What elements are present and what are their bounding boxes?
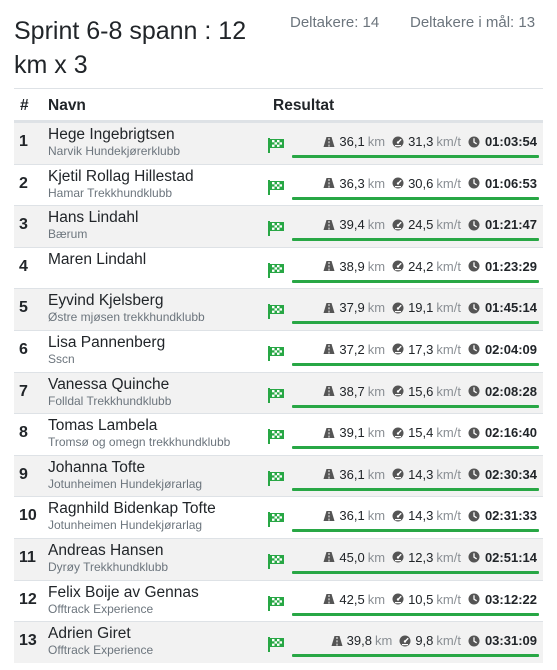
club-name: Dyrøy Trekkhundklubb <box>48 559 169 574</box>
speed-value: 31,3 <box>408 134 434 149</box>
result-stats <box>323 134 537 149</box>
speedometer-icon <box>392 136 404 148</box>
rank: 13 <box>19 632 37 650</box>
speedometer-icon <box>392 385 404 397</box>
finish-time: 02:16:40 <box>484 425 537 441</box>
rank: 9 <box>19 465 28 483</box>
distance-value: 36,1 <box>339 466 365 482</box>
distance-unit: km <box>367 549 386 565</box>
finish-time: 01:45:14 <box>484 300 537 316</box>
road-icon <box>323 343 335 355</box>
distance-value: 39,1 <box>339 425 365 441</box>
clock-icon <box>468 510 480 522</box>
table-row[interactable] <box>14 164 543 206</box>
column-header-result[interactable]: Resultat <box>273 97 335 114</box>
distance-value: 39,4 <box>339 217 365 233</box>
distance-unit: km <box>367 508 386 524</box>
distance-value: 36,3 <box>339 175 365 191</box>
speed-value: 24,5 <box>408 217 434 233</box>
table-row[interactable] <box>14 413 543 455</box>
result-stats <box>323 300 537 315</box>
result-stats <box>323 384 537 399</box>
progress-bar <box>292 529 539 532</box>
column-header-rank[interactable]: # <box>20 97 29 114</box>
finish-time: 01:03:54 <box>484 134 537 149</box>
table-row[interactable] <box>14 580 543 622</box>
road-icon <box>323 177 335 189</box>
speedometer-icon <box>392 593 404 605</box>
finish-flag-icon <box>268 221 284 236</box>
road-icon <box>323 593 335 605</box>
finish-flag-icon <box>268 180 284 195</box>
speed-value: 10,5 <box>408 591 434 607</box>
distance-value: 36,1 <box>339 508 365 524</box>
clock-icon <box>468 260 480 272</box>
finish-time: 03:12:22 <box>484 591 537 607</box>
speedometer-icon <box>392 177 404 189</box>
participant-name[interactable]: Maren Lindahl <box>48 250 147 268</box>
finish-time: 02:30:34 <box>484 466 537 482</box>
distance-value: 45,0 <box>339 549 365 565</box>
result-stats <box>331 633 537 648</box>
distance-value: 37,9 <box>339 300 365 316</box>
progress-bar <box>292 155 539 158</box>
participant-name[interactable]: Johanna Tofte <box>48 458 146 476</box>
speed-value: 19,1 <box>408 300 434 316</box>
finish-flag-icon <box>268 637 284 652</box>
progress-bar <box>292 613 539 616</box>
club-name: Narvik Hundekjørerklubb <box>48 144 181 158</box>
speedometer-icon <box>392 219 404 231</box>
clock-icon <box>468 219 480 231</box>
speed-unit: km/t <box>436 341 461 357</box>
distance-unit: km <box>367 300 386 316</box>
finish-flag-icon <box>268 263 284 278</box>
finish-time: 02:31:33 <box>484 508 537 524</box>
table-row[interactable] <box>14 621 543 663</box>
rank: 12 <box>19 590 37 608</box>
club-name: Folldal Trekkhundklubb <box>48 393 172 408</box>
result-stats <box>323 176 537 191</box>
club-name: Sscn <box>48 351 75 366</box>
progress-bar <box>292 280 539 283</box>
finished-count: Deltakere i mål: 13 <box>410 14 536 31</box>
club-name: Bærum <box>48 227 88 242</box>
club-name: Hamar Trekkhundklubb <box>48 185 173 200</box>
distance-unit: km <box>367 341 386 357</box>
speed-unit: km/t <box>436 383 461 399</box>
participant-name[interactable]: Andreas Hansen <box>48 541 164 559</box>
speed-unit: km/t <box>436 175 461 191</box>
result-stats <box>323 342 537 357</box>
participant-name[interactable]: Kjetil Rollag Hillestad <box>48 167 194 185</box>
result-stats <box>323 467 537 482</box>
table-row[interactable] <box>14 122 543 164</box>
table-header <box>14 88 543 122</box>
speedometer-icon <box>392 551 404 563</box>
rank: 7 <box>19 382 28 400</box>
distance-value: 39,8 <box>346 633 372 649</box>
distance-value: 42,5 <box>339 591 365 607</box>
participant-name[interactable]: Lisa Pannenberg <box>48 333 166 351</box>
club-name: Tromsø og omegn trekkhundklubb <box>48 435 231 450</box>
distance-unit: km <box>367 134 386 149</box>
road-icon <box>323 136 335 148</box>
club-name: Offtrack Experience <box>48 643 154 658</box>
speed-value: 15,6 <box>408 383 434 399</box>
table-row[interactable] <box>14 372 543 414</box>
speed-unit: km/t <box>436 258 461 274</box>
club-name: Offtrack Experience <box>48 601 154 616</box>
distance-value: 37,2 <box>339 341 365 357</box>
speed-value: 15,4 <box>408 425 434 441</box>
speed-unit: km/t <box>436 591 461 607</box>
speed-unit: km/t <box>436 217 461 233</box>
progress-bar <box>292 488 539 491</box>
rank: 5 <box>19 299 28 317</box>
road-icon <box>331 635 343 647</box>
participant-name[interactable]: Hege Ingebrigtsen <box>48 126 175 143</box>
speed-value: 17,3 <box>408 341 434 357</box>
speed-unit: km/t <box>436 466 461 482</box>
clock-icon <box>468 136 480 148</box>
finish-time: 02:08:28 <box>484 383 537 399</box>
result-stats <box>323 592 537 607</box>
progress-bar <box>292 197 539 200</box>
speed-value: 30,6 <box>408 175 434 191</box>
progress-bar <box>292 446 539 449</box>
distance-unit: km <box>367 258 386 274</box>
rank: 3 <box>19 216 28 234</box>
speedometer-icon <box>392 343 404 355</box>
speedometer-icon <box>392 510 404 522</box>
speedometer-icon <box>392 302 404 314</box>
finish-flag-icon <box>268 304 284 319</box>
road-icon <box>323 468 335 480</box>
results-table <box>14 88 543 663</box>
finish-time: 03:31:09 <box>484 633 537 649</box>
progress-bar <box>292 238 539 241</box>
finish-flag-icon <box>268 554 284 569</box>
result-stats <box>323 550 537 565</box>
clock-icon <box>468 343 480 355</box>
finish-flag-icon <box>268 346 284 361</box>
table-row[interactable] <box>14 455 543 497</box>
result-stats <box>323 217 537 232</box>
participant-name[interactable]: Eyvind Kjelsberg <box>48 292 164 310</box>
participant-name[interactable]: Adrien Giret <box>48 625 131 643</box>
distance-value: 36,1 <box>339 134 365 149</box>
clock-icon <box>468 177 480 189</box>
speed-unit: km/t <box>436 425 461 441</box>
distance-unit: km <box>367 217 386 233</box>
clock-icon <box>468 551 480 563</box>
table-body <box>14 122 543 663</box>
clock-icon <box>468 468 480 480</box>
rank: 10 <box>19 507 37 525</box>
finish-time: 01:21:47 <box>484 217 537 233</box>
speedometer-icon <box>399 635 411 647</box>
road-icon <box>323 302 335 314</box>
finish-flag-icon <box>268 429 284 444</box>
road-icon <box>323 510 335 522</box>
club-name: Jotunheimen Hundekjørarlag <box>48 476 203 491</box>
speed-unit: km/t <box>436 549 461 565</box>
table-row[interactable] <box>14 247 543 289</box>
finish-flag-icon <box>268 138 284 153</box>
finish-time: 01:23:29 <box>484 258 537 274</box>
progress-bar <box>292 571 539 574</box>
rank: 6 <box>19 340 28 358</box>
speed-unit: km/t <box>436 300 461 316</box>
progress-bar <box>292 363 539 366</box>
finish-time: 02:51:14 <box>484 549 537 565</box>
speed-value: 14,3 <box>408 466 434 482</box>
speed-value: 14,3 <box>408 508 434 524</box>
table-row[interactable] <box>14 538 543 580</box>
finish-flag-icon <box>268 471 284 486</box>
distance-value: 38,7 <box>339 383 365 399</box>
distance-unit: km <box>367 591 386 607</box>
road-icon <box>323 551 335 563</box>
club-name: Østre mjøsen trekkhundklubb <box>48 310 205 325</box>
speedometer-icon <box>392 427 404 439</box>
page-header <box>0 0 557 88</box>
road-icon <box>323 385 335 397</box>
clock-icon <box>468 302 480 314</box>
rank: 11 <box>19 548 36 566</box>
progress-bar <box>292 405 539 408</box>
rank: 8 <box>19 424 28 442</box>
finish-flag-icon <box>268 512 284 527</box>
participant-name[interactable]: Vanessa Quinche <box>48 375 170 393</box>
participant-name[interactable]: Felix Boije av Gennas <box>48 583 199 601</box>
speedometer-icon <box>392 260 404 272</box>
table-row[interactable] <box>14 288 543 330</box>
speed-unit: km/t <box>436 633 461 649</box>
result-stats <box>323 259 537 274</box>
clock-icon <box>468 593 480 605</box>
participant-name[interactable]: Tomas Lambela <box>48 417 158 435</box>
participant-name[interactable]: Ragnhild Bidenkap Tofte <box>48 500 216 518</box>
distance-unit: km <box>374 633 393 649</box>
distance-value: 38,9 <box>339 258 365 274</box>
progress-bar <box>292 654 539 657</box>
speed-unit: km/t <box>436 508 461 524</box>
distance-unit: km <box>367 175 386 191</box>
page-title: Sprint 6-8 spann : 12 km x 3 <box>14 17 247 79</box>
clock-icon <box>468 385 480 397</box>
table-row[interactable] <box>14 330 543 372</box>
column-header-name[interactable]: Navn <box>48 97 86 114</box>
finish-time: 01:06:53 <box>484 175 537 191</box>
clock-icon <box>468 427 480 439</box>
finish-flag-icon <box>268 388 284 403</box>
progress-bar <box>292 321 539 324</box>
club-name: Jotunheimen Hundekjørarlag <box>48 518 203 533</box>
road-icon <box>323 427 335 439</box>
rank: 1 <box>19 133 28 150</box>
result-stats <box>323 425 537 440</box>
road-icon <box>323 260 335 272</box>
speed-unit: km/t <box>436 134 461 149</box>
road-icon <box>323 219 335 231</box>
distance-unit: km <box>367 425 386 441</box>
participant-name[interactable]: Hans Lindahl <box>48 209 139 227</box>
result-stats <box>323 508 537 523</box>
speed-value: 9,8 <box>415 633 434 649</box>
finish-flag-icon <box>268 596 284 611</box>
table-row[interactable] <box>14 496 543 538</box>
speedometer-icon <box>392 468 404 480</box>
rank: 4 <box>19 257 28 275</box>
participants-count: Deltakere: 14 <box>290 14 380 31</box>
distance-unit: km <box>367 383 386 399</box>
clock-icon <box>468 635 480 647</box>
speed-value: 12,3 <box>408 549 434 565</box>
finish-time: 02:04:09 <box>484 341 537 357</box>
speed-value: 24,2 <box>408 258 434 274</box>
rank: 2 <box>19 174 28 192</box>
distance-unit: km <box>367 466 386 482</box>
table-row[interactable] <box>14 205 543 247</box>
